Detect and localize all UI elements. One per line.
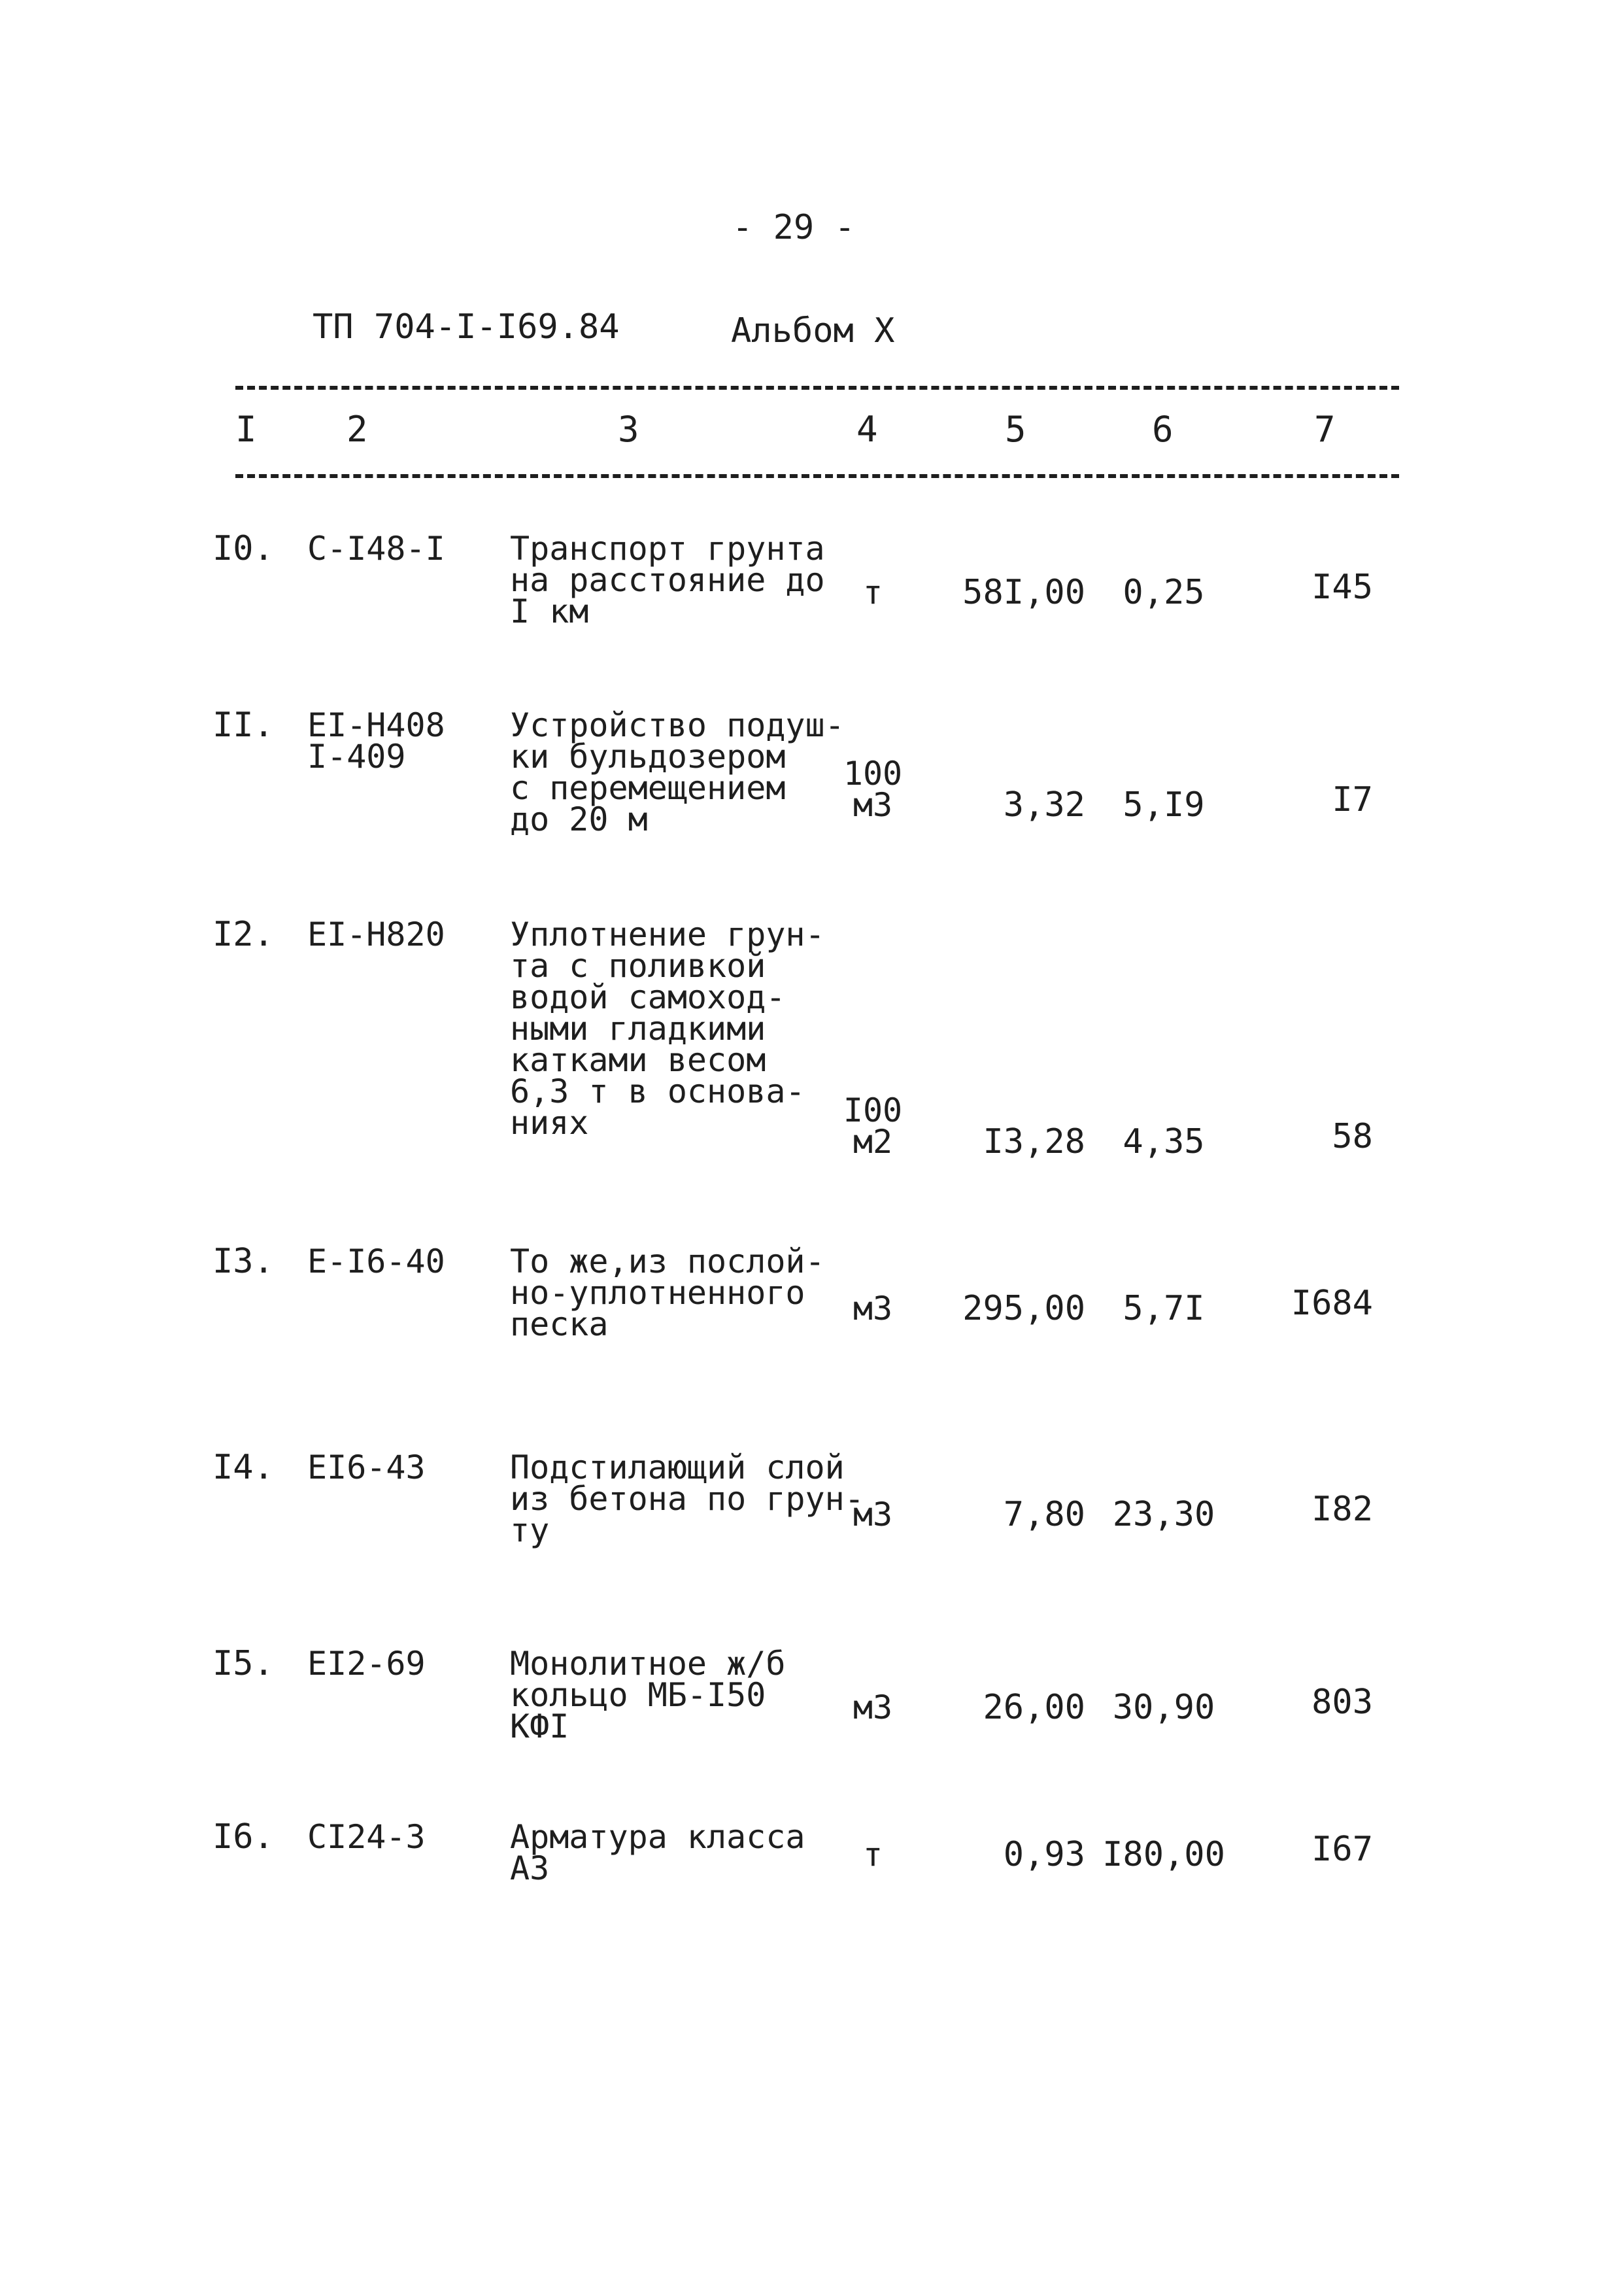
column-number-3: 3 xyxy=(618,409,639,450)
row-total: 58 xyxy=(1332,1117,1373,1156)
row-number: I2. xyxy=(212,915,274,954)
row-quantity: 295,00 xyxy=(962,1289,1085,1328)
row-unit-price: 23,30 xyxy=(1112,1495,1215,1534)
row-number: II. xyxy=(212,706,274,745)
row-description: Устройство подуш- ки бульдозером с перемещением до 20 м xyxy=(510,706,845,838)
row-number: I3. xyxy=(212,1242,274,1281)
row-code: Е-I6-40 xyxy=(307,1242,445,1280)
table-header-rule xyxy=(235,474,1399,478)
row-code: С-I48-I xyxy=(307,530,445,568)
row-unit: т xyxy=(862,1836,883,1874)
row-quantity: 0,93 xyxy=(1003,1835,1085,1874)
row-total: I7 xyxy=(1332,780,1373,819)
row-unit-price: 5,7I xyxy=(1123,1289,1205,1328)
row-unit: м3 xyxy=(853,1496,893,1534)
row-description: Арматура класса А3 xyxy=(510,1818,805,1887)
row-quantity: 3,32 xyxy=(1003,785,1085,825)
row-description: Уплотнение грун- та с поливкой водой самоход- ными гладкими катками весом 6,3 т в основа- ниях xyxy=(510,916,825,1142)
row-unit-price: 30,90 xyxy=(1112,1688,1215,1727)
column-number-5: 5 xyxy=(1005,409,1026,450)
row-description: То же,из послой- но-уплотненного песка xyxy=(510,1242,825,1343)
column-number-7: 7 xyxy=(1314,409,1336,450)
row-quantity: 7,80 xyxy=(1003,1495,1085,1534)
row-quantity: 26,00 xyxy=(983,1688,1085,1727)
row-code: ЕI-Н820 xyxy=(307,916,445,953)
row-code: ЕI-Н408 I-409 xyxy=(307,706,445,776)
row-description: Подстилающий слой из бетона по грун- ту xyxy=(510,1448,864,1549)
page-number: - 29 - xyxy=(732,208,855,247)
album-label: Альбом X xyxy=(731,311,895,351)
row-quantity: 58I,00 xyxy=(962,573,1085,612)
row-unit-price: I80,00 xyxy=(1102,1835,1225,1874)
column-number-2: 2 xyxy=(347,409,368,450)
row-number: I0. xyxy=(212,529,274,568)
row-unit-price: 0,25 xyxy=(1123,573,1205,612)
row-unit: 100 м3 xyxy=(843,755,903,824)
column-number-1: I xyxy=(235,409,257,450)
row-description: Монолитное ж/б кольцо МБ-I50 КФI xyxy=(510,1645,786,1745)
row-unit: м3 xyxy=(853,1290,893,1328)
row-number: I6. xyxy=(212,1817,274,1857)
row-total: I67 xyxy=(1311,1830,1373,1869)
row-unit: м3 xyxy=(853,1688,893,1726)
row-code: ЕI6-43 xyxy=(307,1448,426,1486)
row-code: СI24-3 xyxy=(307,1818,426,1856)
row-unit: I00 м2 xyxy=(843,1091,903,1161)
row-total: 803 xyxy=(1311,1683,1373,1722)
row-total: I45 xyxy=(1311,568,1373,607)
table-top-rule xyxy=(235,386,1399,390)
row-unit-price: 5,I9 xyxy=(1123,785,1205,825)
column-number-6: 6 xyxy=(1152,409,1174,450)
row-unit: т xyxy=(862,574,883,611)
row-unit-price: 4,35 xyxy=(1123,1122,1205,1161)
document-code: ТП 704-I-I69.84 xyxy=(313,307,620,347)
row-code: ЕI2-69 xyxy=(307,1645,426,1683)
row-total: I82 xyxy=(1311,1490,1373,1529)
row-number: I5. xyxy=(212,1644,274,1683)
row-total: I684 xyxy=(1291,1284,1373,1323)
row-description: Транспорт грунта на расстояние до I км xyxy=(510,530,825,630)
column-number-4: 4 xyxy=(856,409,878,450)
row-number: I4. xyxy=(212,1448,274,1487)
row-quantity: I3,28 xyxy=(983,1122,1085,1161)
